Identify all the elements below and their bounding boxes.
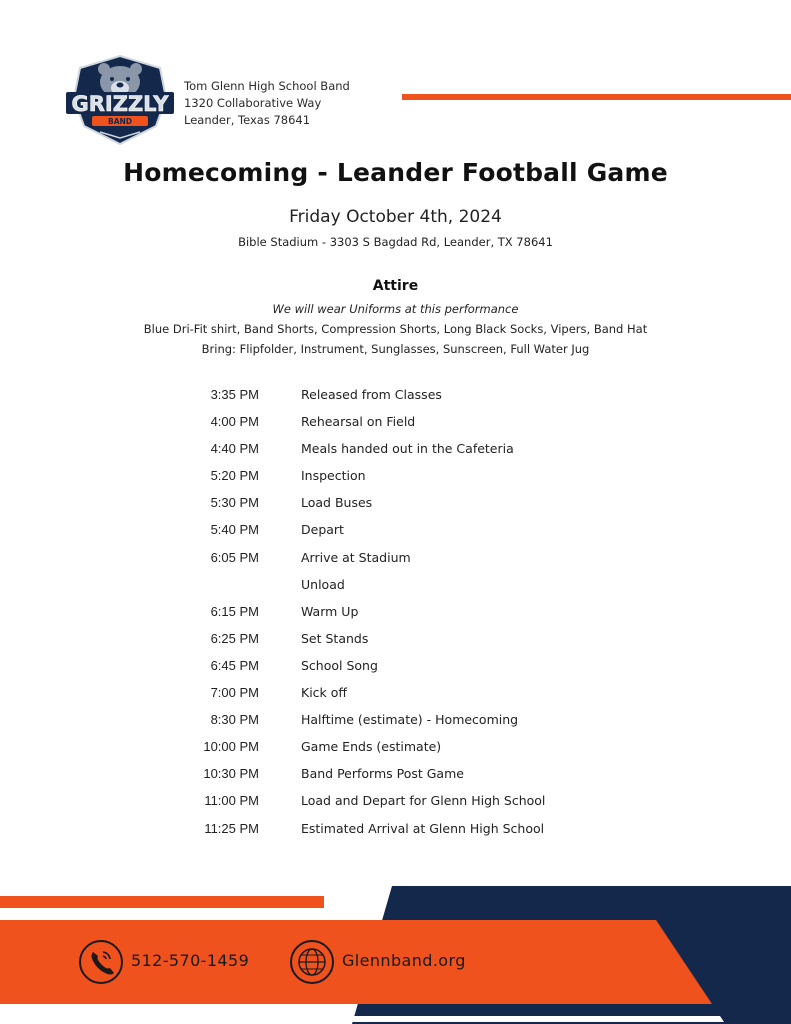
schedule-time: 5:30 PM	[210, 495, 259, 511]
schedule-event: Rehearsal on Field	[301, 414, 416, 430]
attire-note: We will wear Uniforms at this performance	[272, 302, 519, 316]
schedule-event: Inspection	[301, 468, 366, 484]
organization-info	[184, 78, 350, 129]
schedule-time: 3:35 PM	[210, 387, 259, 402]
schedule-event: Load Buses	[301, 495, 373, 511]
schedule-row	[0, 574, 791, 601]
schedule-row	[0, 628, 791, 655]
attire-items: Blue Dri-Fit shirt, Band Shorts, Compression Shorts, Long Black Socks, Vipers, Band Hat	[143, 322, 648, 336]
header-accent-rule	[402, 94, 791, 100]
schedule-row	[0, 465, 791, 492]
address-line2: Leander, Texas 78641	[184, 113, 311, 127]
schedule-time: 4:40 PM	[210, 441, 259, 457]
footer-website[interactable]: Glennband.org	[342, 951, 466, 970]
schedule-row	[0, 547, 791, 574]
schedule-time: 11:25 PM	[204, 820, 259, 836]
schedule-event: Band Performs Post Game	[301, 766, 464, 782]
schedule-event: Unload	[301, 576, 345, 592]
schedule-row	[0, 411, 791, 438]
schedule-row	[0, 601, 791, 628]
schedule-event: Kick off	[301, 685, 348, 701]
schedule-time: 6:45 PM	[210, 657, 259, 673]
schedule-time: 6:05 PM	[210, 549, 259, 565]
event-title: Homecoming - Leander Football Game	[123, 158, 668, 187]
schedule-time: 4:00 PM	[210, 414, 259, 430]
grizzly-band-logo	[62, 52, 178, 148]
schedule-time: 5:20 PM	[210, 468, 259, 484]
schedule-event: Load and Depart for Glenn High School	[301, 793, 546, 809]
schedule-row	[0, 438, 791, 465]
event-date: Friday October 4th, 2024	[289, 207, 502, 227]
org-name: Tom Glenn High School Band	[184, 79, 350, 93]
schedule-time: 7:00 PM	[210, 685, 259, 701]
event-venue: Bible Stadium - 3303 S Bagdad Rd, Leander, TX 78641	[238, 235, 553, 249]
schedule-time: 8:30 PM	[210, 712, 259, 728]
schedule-time: 5:40 PM	[210, 522, 259, 538]
schedule-row	[0, 682, 791, 709]
footer-phone[interactable]: 512-570-1459	[131, 951, 250, 970]
schedule-event: Set Stands	[301, 630, 369, 646]
schedule-event: Halftime (estimate) - Homecoming	[301, 712, 519, 728]
schedule-time: 10:30 PM	[203, 766, 259, 782]
attire-heading: Attire	[372, 278, 419, 294]
schedule-row	[0, 519, 791, 546]
schedule-list	[0, 384, 791, 845]
schedule-time: 6:25 PM	[210, 630, 259, 646]
schedule-row	[0, 384, 791, 411]
schedule-event: Meals handed out in the Cafeteria	[301, 441, 514, 457]
schedule-row	[0, 492, 791, 519]
schedule-time: 10:00 PM	[203, 739, 259, 755]
schedule-time: 11:00 PM	[204, 793, 259, 809]
schedule-row	[0, 709, 791, 736]
schedule-event: Warm Up	[301, 603, 359, 619]
schedule-event: Game Ends (estimate)	[301, 739, 442, 755]
address-line1: 1320 Collaborative Way	[184, 96, 322, 110]
schedule-event: Depart	[301, 522, 344, 538]
attire-bring: Bring: Flipfolder, Instrument, Sunglasses, Sunscreen, Full Water Jug	[201, 342, 590, 356]
logo-text: GRIZZLY	[71, 92, 169, 116]
schedule-event: Released from Classes	[301, 387, 442, 402]
logo-subtext: BAND	[107, 117, 133, 126]
schedule-event: Arrive at Stadium	[301, 549, 411, 565]
schedule-row	[0, 818, 791, 845]
schedule-event: Estimated Arrival at Glenn High School	[301, 820, 545, 836]
schedule-row	[0, 736, 791, 763]
schedule-row	[0, 763, 791, 790]
schedule-row	[0, 790, 791, 817]
schedule-event: School Song	[301, 657, 378, 673]
schedule-time: 6:15 PM	[210, 603, 259, 619]
schedule-row	[0, 655, 791, 682]
